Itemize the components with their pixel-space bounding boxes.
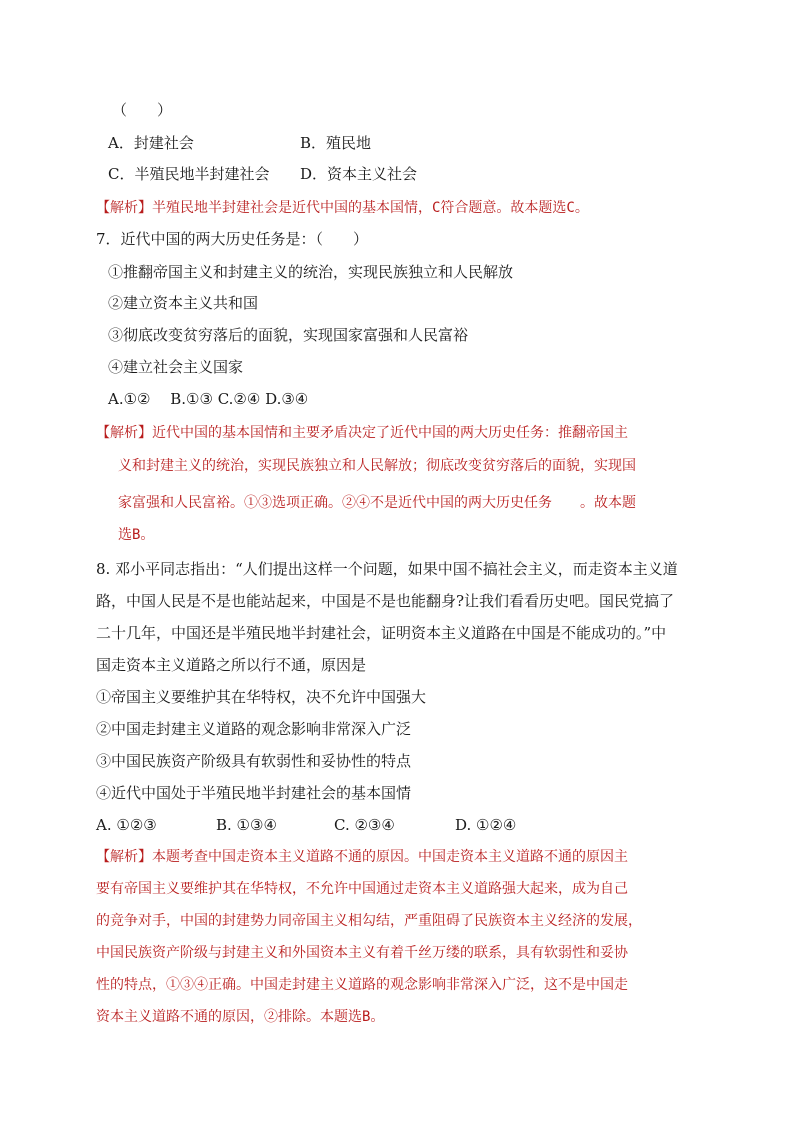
- q6-answer-paren: （ ）: [112, 101, 173, 119]
- q8-option-a: A. ①②③: [96, 816, 157, 834]
- q8-item: ③中国民族资产阶级具有软弱性和妥协性的特点: [96, 752, 412, 770]
- q8-item: ①帝国主义要维护其在华特权，决不允许中国强大: [96, 688, 427, 706]
- q7-item: ④建立社会主义国家: [108, 358, 244, 376]
- q7-analysis-line: 家富强和人民富裕。①③选项正确。②④不是近代中国的两大历史任务 。故本题: [118, 495, 636, 511]
- q7-item: ①推翻帝国主义和封建主义的统治，实现民族独立和人民解放: [108, 263, 514, 281]
- q8-option-c: C. ②③④: [334, 816, 395, 834]
- q8-analysis-line: 资本主义道路不通的原因，②排除。本题选B。: [96, 1009, 385, 1025]
- q8-stem-line: 二十几年，中国还是半殖民地半封建社会，证明资本主义道路在中国是不能成功的。”中: [96, 624, 667, 642]
- q6-option-b: B．殖民地: [300, 134, 372, 152]
- q8-analysis-line: 要有帝国主义要维护其在华特权，不允许中国通过走资本主义道路强大起来，成为自己: [96, 881, 628, 897]
- q7-analysis-line: 【解析】近代中国的基本国情和主要矛盾决定了近代中国的两大历史任务：推翻帝国主: [96, 425, 628, 441]
- q7-analysis-line: 选B。: [118, 527, 155, 543]
- q7-analysis-line: 义和封建主义的统治，实现民族独立和人民解放；彻底改变贫穷落后的面貌，实现国: [118, 458, 636, 474]
- q6-option-c: C．半殖民地半封建社会: [108, 165, 270, 183]
- q8-analysis-line: 【解析】本题考查中国走资本主义道路不通的原因。中国走资本主义道路不通的原因主: [96, 849, 628, 865]
- q8-option-d: D. ①②④: [455, 816, 517, 834]
- q8-stem-line: 国走资本主义道路之所以行不通，原因是: [96, 656, 367, 674]
- q6-option-d: D．资本主义社会: [300, 165, 418, 183]
- q6-analysis: 【解析】半殖民地半封建社会是近代中国的基本国情，C符合题意。故本题选C。: [96, 200, 589, 216]
- q7-stem: 7．近代中国的两大历史任务是：（ ）: [96, 230, 369, 248]
- q8-option-b: B. ①③④: [216, 816, 277, 834]
- q8-item: ④近代中国处于半殖民地半封建社会的基本国情: [96, 784, 412, 802]
- q7-item: ③彻底改变贫穷落后的面貌，实现国家富强和人民富裕: [108, 326, 469, 344]
- q8-analysis-line: 的竞争对手，中国的封建势力同帝国主义相勾结，严重阻碍了民族资本主义经济的发展，: [96, 913, 642, 929]
- q8-analysis-line: 中国民族资产阶级与封建主义和外国资本主义有着千丝万缕的联系，具有软弱性和妥协: [96, 945, 628, 961]
- q8-stem-line: 8. 邓小平同志指出：“人们提出这样一个问题，如果中国不搞社会主义，而走资本主义道: [96, 560, 678, 578]
- q6-option-a: A．封建社会: [108, 134, 194, 152]
- q7-item: ②建立资本主义共和国: [108, 294, 259, 312]
- q8-analysis-line: 性的特点，①③④正确。中国走封建主义道路的观念影响非常深入广泛，这不是中国走: [96, 977, 628, 993]
- q8-item: ②中国走封建主义道路的观念影响非常深入广泛: [96, 720, 412, 738]
- q7-options: A.①② B.①③ C.②④ D.③④: [108, 390, 309, 408]
- q8-stem-line: 路，中国人民是不是也能站起来，中国是不是也能翻身?让我们看看历史吧。国民党搞了: [96, 592, 675, 610]
